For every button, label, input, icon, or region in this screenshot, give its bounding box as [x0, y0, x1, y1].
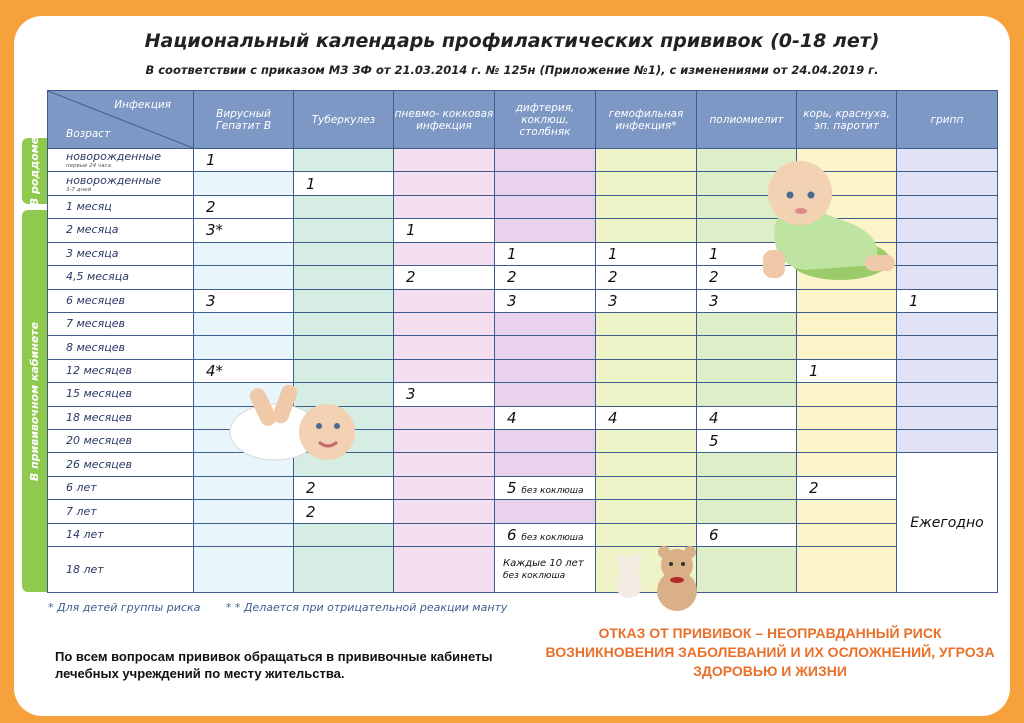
vaccine-cell: [495, 453, 596, 476]
vaccine-cell: [194, 172, 294, 195]
vaccine-cell: [897, 336, 998, 359]
vaccine-cell: [194, 500, 294, 523]
vaccine-cell: [797, 453, 897, 476]
age-label: 26 месяцев: [66, 457, 132, 471]
vaccine-cell: [495, 359, 596, 382]
vaccine-cell: 2: [596, 266, 697, 289]
age-cell: [48, 195, 194, 218]
age-label: 15 месяцев: [66, 387, 132, 401]
vaccine-cell: [495, 149, 596, 172]
column-header: Туберкулез: [294, 91, 394, 149]
age-label: новорожденные: [66, 173, 161, 187]
vaccine-cell: [596, 336, 697, 359]
table-row: [48, 523, 998, 546]
vaccine-cell: [596, 172, 697, 195]
age-label: новорожденные: [66, 150, 161, 164]
column-header: дифтерия, коклюш, столбняк: [495, 91, 596, 149]
vaccine-cell: [294, 547, 394, 593]
vaccine-cell: 2: [394, 266, 495, 289]
vaccine-cell: [394, 172, 495, 195]
vaccine-cell: [797, 289, 897, 312]
vaccine-cell: [596, 453, 697, 476]
vaccine-cell: [797, 312, 897, 335]
vaccine-cell: 1: [194, 149, 294, 172]
vaccine-cell: [697, 336, 797, 359]
vaccine-cell: [797, 383, 897, 406]
vaccine-cell: [394, 359, 495, 382]
age-label: 6 месяцев: [66, 293, 125, 307]
vaccine-cell: 4*: [194, 359, 294, 382]
side-label-maternity: [22, 138, 48, 204]
age-note: 3-7 дней: [66, 186, 92, 193]
no-pertussis-note: без коклюша: [521, 532, 584, 543]
contact-note: По всем вопросам прививок обращаться в прививочные кабинеты лечебных учреждений по месту жительства.: [55, 649, 493, 681]
no-pertussis-note: без коклюша: [521, 486, 584, 497]
vaccine-cell: [897, 430, 998, 453]
table-row: [48, 312, 998, 335]
vaccine-cell: [294, 312, 394, 335]
vaccine-cell: [495, 312, 596, 335]
table-row: [48, 547, 998, 593]
dose-number: 5: [507, 479, 517, 498]
vaccine-cell: [596, 219, 697, 242]
vaccine-cell: [394, 195, 495, 218]
vaccine-cell: [596, 523, 697, 546]
vaccine-cell: 3: [194, 289, 294, 312]
vaccine-cell: [495, 195, 596, 218]
vaccine-cell: [495, 523, 596, 546]
age-cell: [48, 219, 194, 242]
vaccine-cell: [294, 359, 394, 382]
vaccine-cell: 2: [294, 500, 394, 523]
vaccine-cell: [194, 266, 294, 289]
vaccine-cell: [394, 336, 495, 359]
age-cell: [48, 172, 194, 195]
table-row: [48, 383, 998, 406]
vaccine-cell: [797, 430, 897, 453]
page-subtitle: В соответствии с приказом МЗ ЗФ от 21.03.2014 г. № 125н (Приложение №1), с изменениями от 24.04.2019 г.: [145, 63, 879, 77]
vaccine-cell: 3: [697, 289, 797, 312]
vaccine-cell: [495, 547, 596, 593]
column-header: полиомиелит: [697, 91, 797, 149]
vaccine-cell: [596, 383, 697, 406]
vaccine-cell: [294, 195, 394, 218]
vaccine-cell: [194, 476, 294, 499]
vaccine-cell: [394, 547, 495, 593]
vaccine-cell: [596, 312, 697, 335]
age-cell: [48, 242, 194, 265]
vaccine-cell: [294, 336, 394, 359]
dose-number: 6: [507, 525, 517, 544]
crawling-baby-illustration: [745, 155, 905, 290]
vaccine-cell: 4: [697, 406, 797, 429]
vaccine-cell: [697, 359, 797, 382]
vaccine-cell: 1: [495, 242, 596, 265]
column-header: гемофильная инфекция*: [596, 91, 697, 149]
vaccine-cell: [596, 195, 697, 218]
vaccine-cell: [897, 242, 998, 265]
vaccine-cell: [394, 406, 495, 429]
table-row: [48, 430, 998, 453]
vaccine-cell: [194, 547, 294, 593]
vaccine-cell: [596, 359, 697, 382]
age-label: 1 месяц: [66, 200, 112, 214]
vaccine-cell: [294, 266, 394, 289]
age-cell: [48, 336, 194, 359]
table-row: [48, 336, 998, 359]
vaccine-cell: [394, 476, 495, 499]
footnote-mantoux: * * Делается при отрицательной реакции манту: [225, 601, 508, 614]
vaccine-cell: [294, 149, 394, 172]
vaccine-cell: [394, 149, 495, 172]
age-label: 20 месяцев: [66, 434, 132, 448]
vaccine-cell: [797, 500, 897, 523]
vaccine-cell: [394, 523, 495, 546]
age-label: 4,5 месяца: [66, 270, 129, 284]
age-label: 8 месяцев: [66, 340, 125, 354]
age-label: 7 лет: [66, 504, 97, 518]
vaccine-cell: 3: [495, 289, 596, 312]
vaccine-cell: [596, 476, 697, 499]
vaccine-cell: 1: [596, 242, 697, 265]
page-title: Национальный календарь профилактических прививок (0-18 лет): [144, 30, 880, 52]
vaccine-cell: 2: [194, 195, 294, 218]
age-cell: [48, 476, 194, 499]
vaccine-cell: [897, 149, 998, 172]
vaccine-cell: [897, 406, 998, 429]
table-row: [48, 289, 998, 312]
vaccine-cell: [394, 289, 495, 312]
age-cell: [48, 289, 194, 312]
age-label: 3 месяца: [66, 246, 119, 260]
side-label-clinic: [22, 210, 48, 592]
vaccine-cell: [697, 453, 797, 476]
vaccine-cell: [897, 266, 998, 289]
vaccine-cell: 1: [394, 219, 495, 242]
vaccine-cell: [495, 476, 596, 499]
vaccine-cell: 2: [797, 476, 897, 499]
warning-note: ОТКАЗ ОТ ПРИВИВОК – НЕОПРАВДАННЫЙ РИСК ВОЗНИКНОВЕНИЯ ЗАБОЛЕВАНИЙ И ИХ ОСЛОЖНЕНИЙ, УГРОЗА ЗДОРОВЬЮ И ЖИЗНИ: [545, 625, 995, 679]
vaccine-cell: [897, 195, 998, 218]
age-cell: [48, 383, 194, 406]
header-age-label: Возраст: [66, 128, 111, 140]
vaccine-cell: [294, 523, 394, 546]
vaccine-cell: [697, 383, 797, 406]
age-label: 14 лет: [66, 527, 104, 541]
column-header: пневмо- кокковая инфекция: [394, 91, 495, 149]
table-row: [48, 500, 998, 523]
vaccine-cell: [495, 383, 596, 406]
vaccine-cell: [495, 500, 596, 523]
vaccine-cell: [194, 336, 294, 359]
vaccine-cell: [797, 547, 897, 593]
column-header: Вирусный Гепатит В: [194, 91, 294, 149]
age-cell: [48, 547, 194, 593]
age-note: первые 24 часа: [66, 163, 111, 170]
vaccine-cell: 1: [897, 289, 998, 312]
vaccine-cell: [897, 312, 998, 335]
age-cell: [48, 523, 194, 546]
age-label: 7 месяцев: [66, 317, 125, 331]
vaccine-cell: [797, 523, 897, 546]
vaccine-cell: 4: [495, 406, 596, 429]
vaccine-cell: [897, 172, 998, 195]
age-cell: [48, 266, 194, 289]
age-label: 18 лет: [66, 562, 104, 576]
header-infection-label: Инфекция: [114, 99, 171, 111]
vaccine-cell: [596, 149, 697, 172]
vaccine-cell: 5: [697, 430, 797, 453]
vaccine-cell: [294, 219, 394, 242]
side-label-clinic-text: В прививочном кабинете: [28, 321, 42, 481]
vaccine-cell: [294, 289, 394, 312]
vaccine-cell: [394, 453, 495, 476]
vaccine-cell: [697, 476, 797, 499]
age-cell: [48, 406, 194, 429]
vaccine-cell: [797, 336, 897, 359]
age-label: 6 лет: [66, 481, 97, 495]
side-label-maternity-text: В роддоме: [28, 136, 42, 206]
vaccine-cell: [394, 312, 495, 335]
vaccine-cell: [697, 500, 797, 523]
vaccine-cell: [495, 219, 596, 242]
vaccine-cell: [897, 219, 998, 242]
flu-annual-cell: Ежегодно: [897, 453, 998, 593]
column-header: грипп: [897, 91, 998, 149]
table-row: [48, 359, 998, 382]
vaccine-cell: [897, 359, 998, 382]
age-cell: [48, 453, 194, 476]
vaccine-cell: [394, 500, 495, 523]
vaccine-cell: 3: [394, 383, 495, 406]
vaccine-cell: 1: [797, 359, 897, 382]
vaccine-cell: 2: [294, 476, 394, 499]
column-header: корь, краснуха, эп. паротит: [797, 91, 897, 149]
vaccine-cell: [495, 172, 596, 195]
footnote-risk: * Для детей группы риска: [48, 601, 201, 614]
vaccine-cell: [194, 312, 294, 335]
age-cell: [48, 312, 194, 335]
age-cell: [48, 149, 194, 172]
footnotes: [48, 601, 529, 614]
header-corner: [48, 91, 194, 149]
vaccine-cell: 3*: [194, 219, 294, 242]
vaccine-cell: 3: [596, 289, 697, 312]
vaccine-cell: 2: [697, 266, 797, 289]
vaccine-cell: [194, 242, 294, 265]
vaccine-cell: [294, 242, 394, 265]
vaccine-cell: 1: [697, 242, 797, 265]
age-label: 12 месяцев: [66, 364, 132, 377]
table-row: [48, 476, 998, 499]
vaccine-cell: [394, 430, 495, 453]
vaccine-cell: [194, 523, 294, 546]
vaccine-cell: [697, 312, 797, 335]
lying-baby-illustration: [215, 382, 360, 470]
vaccine-cell: 1: [294, 172, 394, 195]
vaccine-cell: [797, 406, 897, 429]
age-cell: [48, 500, 194, 523]
no-pertussis-note: без коклюша: [503, 570, 566, 581]
table-row: [48, 406, 998, 429]
vaccine-cell: [596, 430, 697, 453]
age-cell: [48, 359, 194, 382]
vaccine-cell: [495, 336, 596, 359]
age-label: 2 месяца: [66, 223, 119, 237]
age-label: 18 месяцев: [66, 410, 132, 424]
every-10-years-note: Каждые 10 лет: [503, 557, 584, 569]
age-cell: [48, 430, 194, 453]
vaccine-cell: 6: [697, 523, 797, 546]
vaccine-cell: [394, 242, 495, 265]
vaccine-cell: [897, 383, 998, 406]
vaccine-cell: 4: [596, 406, 697, 429]
vaccine-cell: 2: [495, 266, 596, 289]
vaccine-cell: [495, 430, 596, 453]
vaccine-cell: [596, 500, 697, 523]
table-row: [48, 453, 998, 476]
teddy-bears-illustration: [607, 545, 717, 615]
